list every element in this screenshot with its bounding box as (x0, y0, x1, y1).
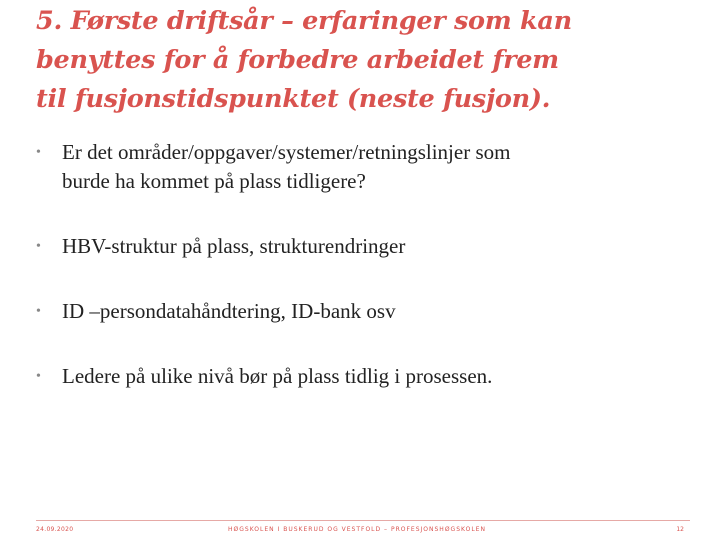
footer-date: 24.09.2020 (36, 526, 74, 533)
slide-title (36, 2, 706, 119)
bullet-list (36, 138, 696, 427)
footer-divider (36, 520, 690, 521)
title-line: 5. Første driftsår – erfaringer som kan (36, 6, 572, 36)
bullet-text-line: Er det områder/oppgaver/systemer/retningslinjer som (62, 140, 511, 164)
title-line: til fusjonstidspunktet (neste fusjon). (36, 84, 551, 114)
bullet-dot-icon: • (36, 239, 41, 254)
bullet-dot-icon: • (36, 369, 41, 384)
bullet-dot-icon: • (36, 145, 41, 160)
bullet-item (36, 138, 696, 196)
bullet-dot-icon: • (36, 304, 41, 319)
bullet-item (36, 297, 696, 326)
footer-organization: HØGSKOLEN I BUSKERUD OG VESTFOLD – PROFESJONSHØGSKOLEN (228, 526, 486, 533)
bullet-text-line: burde ha kommet på plass tidligere? (62, 169, 366, 193)
bullet-text-line: HBV-struktur på plass, strukturendringer (62, 234, 406, 258)
bullet-text-line: ID –persondatahåndtering, ID-bank osv (62, 299, 396, 323)
bullet-text-line: Ledere på ulike nivå bør på plass tidlig i prosessen. (62, 364, 493, 388)
bullet-item (36, 362, 696, 391)
page-number: 12 (676, 526, 684, 533)
title-line: benyttes for å forbedre arbeidet frem (36, 45, 559, 75)
bullet-item (36, 232, 696, 261)
